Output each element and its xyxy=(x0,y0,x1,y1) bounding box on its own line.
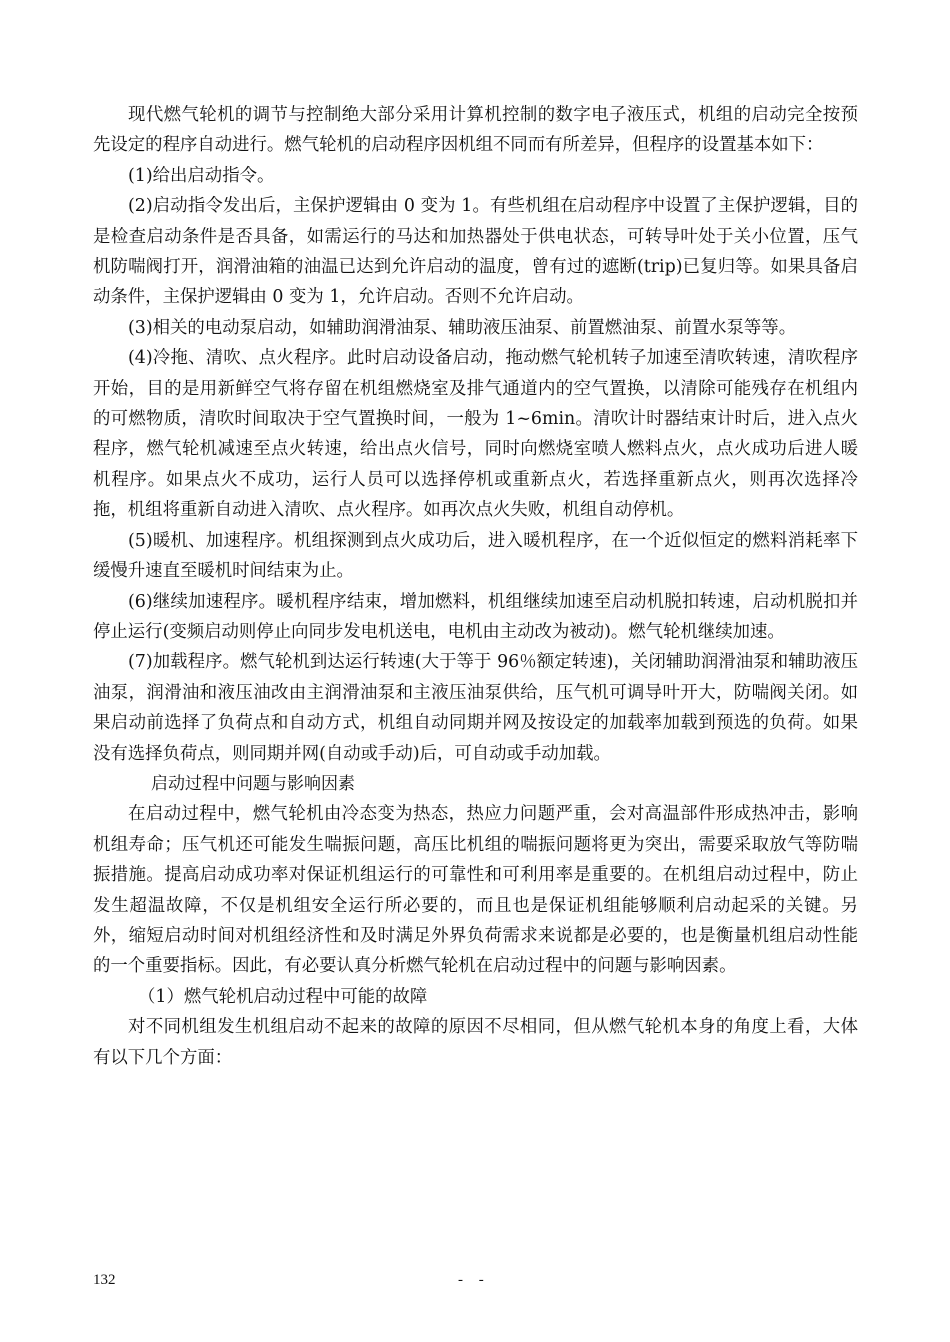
section-paragraph: 在启动过程中，燃气轮机由冷态变为热态，热应力问题严重，会对高温部件形成热冲击，影响机组寿命；压气机还可能发生喘振问题，高压比机组的喘振问题将更为突出，需要采取放气等防喘振措施。提高启动成功率对保证机组运行的可靠性和可利用率是重要的。在机组启动过程中，防止发生超温故障，不仅是机组安全运行所必要的，而且也是保证机组能够顺利启动起采的关键。另外，缩短启动时间对机组经济性和及时满足外界负荷需求来说都是必要的，也是衡量机组启动性能的一个重要指标。因此，有必要认真分析燃气轮机在启动过程中的问题与影响因素。 xyxy=(93,804,858,977)
intro-paragraph: 现代燃气轮机的调节与控制绝大部分采用计算机控制的数字电子液压式，机组的启动完全按预先设定的程序自动进行。燃气轮机的启动程序因机组不同而有所差异，但程序的设置基本如下： xyxy=(93,105,858,156)
step-5-paragraph: (5)暖机、加速程序。机组探测到点火成功后，进入暖机程序，在一个近似恒定的燃料消耗率下缓慢升速直至暖机时间结束为止。 xyxy=(93,530,858,582)
step-7-paragraph: (7)加载程序。燃气轮机到达运行转速(大于等于 96％额定转速)，关闭辅助润滑油泵和辅助液压油泵，润滑油和液压油改由主润滑油泵和主液压油泵供给，压气机可调导叶开大，防喘阀关闭。如果启动前选择了负荷点和自动方式，机组自动同期并网及按设定的加载率加载到预选的负荷。如果没有选择负荷点，则同期并网(自动或手动)后，可自动或手动加载。 xyxy=(93,652,858,764)
step-4-paragraph: (4)冷拖、清吹、点火程序。此时启动设备启动，拖动燃气轮机转子加速至清吹转速，清吹程序开始，目的是用新鲜空气将存留在机组燃烧室及排气通道内的空气置换，以清除可能残存在机组内的可燃物质，清吹时间取决于空气置换时间，一般为 1~6min。清吹计时器结束计时后，进入点火程序，燃气轮机减速至点火转速，给出点火信号，同时向燃烧室喷人燃料点火，点火成功后进人暖机程序。如果点火不成功，运行人员可以选择停机或重新点火，若选择重新点火，则再次选择冷拖，机组将重新自动进入清吹、点火程序。如再次点火失败，机组自动停机。 xyxy=(93,348,858,521)
step-2-paragraph: (2)启动指令发出后，主保护逻辑由 0 变为 1。有些机组在启动程序中设置了主保护逻辑，目的是检查启动条件是否具备，如需运行的马达和加热器处于供电状态，可转导叶处于关小位置，压气机防喘阀打开，润滑油箱的油温已达到允许启动的温度，曾有过的遮断(trip)已复归等。如果具备启动条件，主保护逻辑由 0 变为 1，允许启动。否则不允许启动。 xyxy=(93,196,858,308)
footer-center-mark: - - xyxy=(458,1272,490,1288)
page-number: 132 xyxy=(93,1272,116,1288)
section-heading: 启动过程中问题与影响因素 xyxy=(151,773,355,794)
step-6-paragraph: (6)继续加速程序。暖机程序结束，增加燃料，机组继续加速至启动机脱扣转速，启动机脱扣并停止运行(变频启动则停止向同步发电机送电，电机由主动改为被动)。燃气轮机继续加速。 xyxy=(93,591,858,642)
document-body xyxy=(93,100,858,1073)
step-1-paragraph: (1)给出启动指令。 xyxy=(128,165,275,186)
subheading: （1）燃气轮机启动过程中可能的故障 xyxy=(138,986,428,1007)
last-paragraph: 对不同机组发生机组启动不起来的故障的原因不尽相同，但从燃气轮机本身的角度上看，大体有以下几个方面： xyxy=(93,1017,858,1068)
step-3-paragraph: (3)相关的电动泵启动，如辅助润滑油泵、辅助液压油泵、前置燃油泵、前置水泵等等。 xyxy=(128,317,797,338)
